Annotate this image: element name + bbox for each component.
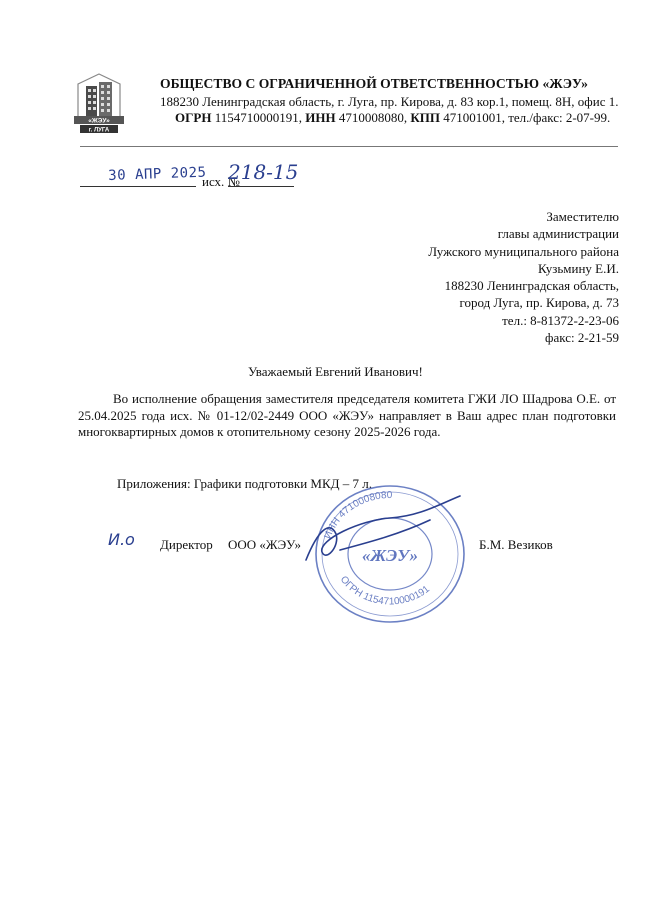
addressee-line: Лужского муниципального района [428,243,619,259]
addressee-line: тел.: 8-81372-2-23-06 [502,312,619,328]
addressee-line: город Луга, пр. Кирова, д. 73 [459,295,619,311]
date-stamp: 30 АПР 2025 [108,164,207,184]
date-underline [80,186,196,187]
acting-mark-handwritten: И.о [108,530,135,549]
outgoing-number-underline [228,186,294,187]
outgoing-number-label: исх. № [202,174,240,189]
addressee-line: Заместителю [546,209,619,224]
addressee-line: факс: 2-21-59 [545,330,619,346]
signer-position: Директор [160,537,213,552]
ogrn-value: 1154710000191, [211,110,306,125]
signer-name: Б.М. Везиков [479,537,553,552]
seal-center-text: «ЖЭУ» [362,546,418,565]
ogrn-label: ОГРН [175,110,212,125]
body-paragraph: Во исполнение обращения заместителя председателя комитета ГЖИ ЛО Шадрова О.Е. от 25.04.2025 года исх. № 01-12/02-2449 ООО «ЖЭУ» направляет в Ваш адрес план подготовки многоквартирных домов к отопительному сезону 2025-2026 года. [78,391,616,439]
org-address: 188230 Ленинградская область, г. Луга, пр. Кирова, д. 83 кор.1, помещ. 8Н, офис 1. [160,94,619,109]
company-logo [70,72,128,134]
header-divider [80,146,618,147]
addressee-block [428,208,619,346]
org-registration-ids [175,110,610,126]
seal-ring-text-bottom: ОГРН 1154710000191 [337,574,432,608]
inn-label: ИНН [305,110,336,125]
logo-text-bottom: г. ЛУГА [88,127,110,134]
logo-text-top: «ЖЭУ» [88,117,110,125]
appendix-note: Приложения: Графики подготовки МКД – 7 л. [117,476,373,491]
outgoing-number-handwritten: 218-15 [228,160,299,184]
signer-organization: ООО «ЖЭУ» [228,537,302,552]
addressee-line: 188230 Ленинградская область, [444,278,619,294]
kpp-label: КПП [410,110,440,125]
addressee-line: Кузьмину Е.И. [538,260,619,276]
handwritten-signature [300,490,470,580]
seal-ring-text-top: ИНН 4710008080 [322,489,393,541]
org-title: ОБЩЕСТВО С ОГРАНИЧЕННОЙ ОТВЕТСТВЕННОСТЬЮ «ЖЭУ» [160,76,588,91]
inn-value: 4710008080, [335,110,411,125]
kpp-and-phone: 471001001, тел./факс: 2-07-99. [439,110,611,125]
greeting: Уважаемый Евгений Иванович! [248,364,423,379]
addressee-line: главы администрации [497,226,619,242]
